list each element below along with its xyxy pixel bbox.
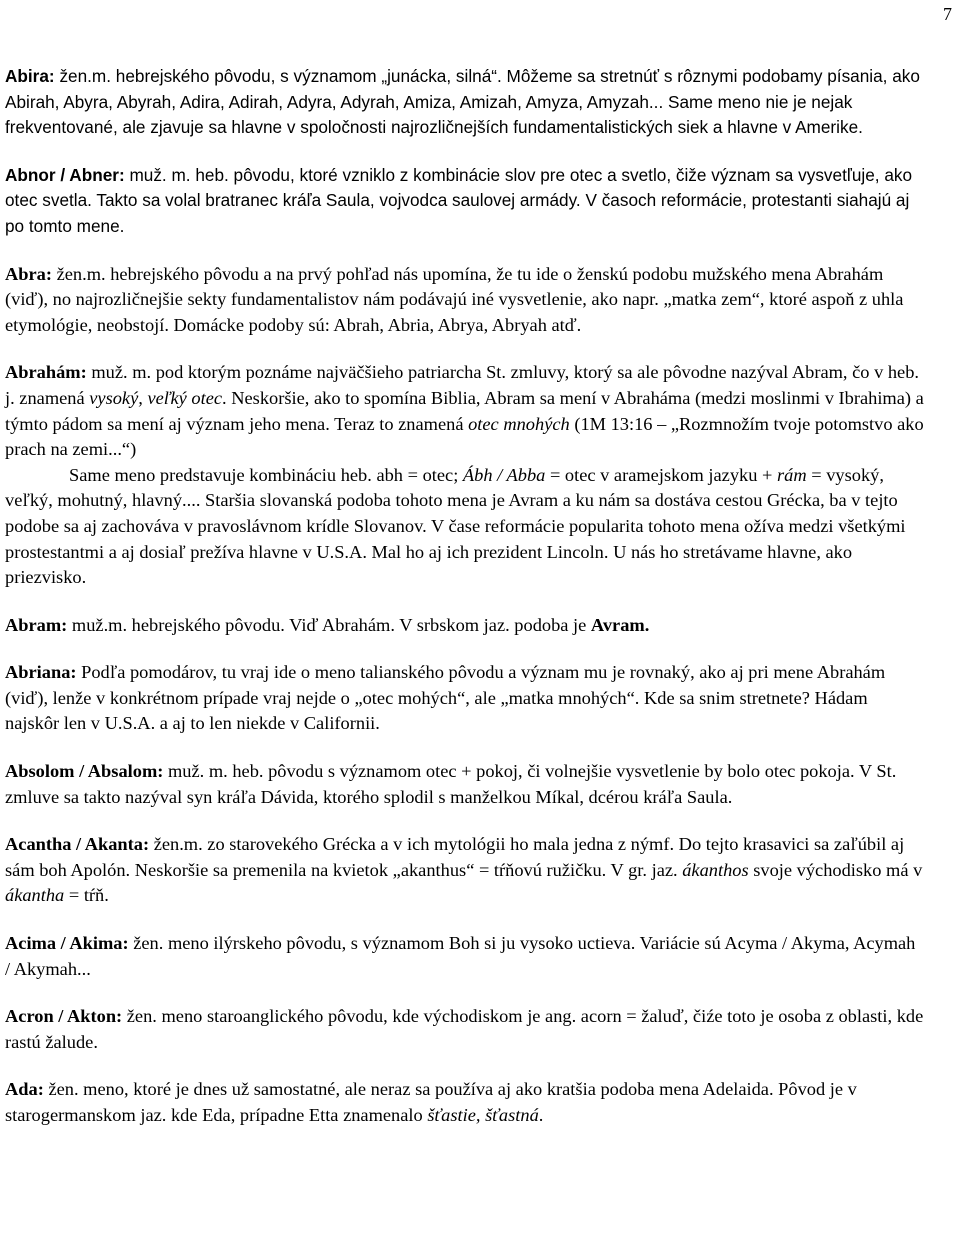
definition: muž. m. heb. pôvodu s významom otec + pokoj, či volnejšie vysvetlenie by bolo otec pokoja. V St. zmluve sa takto nazýval syn kráľa Dávida, ktorého splodil s manželkou Míkal, dcérou kráľa Saula. [5,761,897,807]
definition: Same meno predstavuje kombináciu heb. abh = otec; [69,464,463,485]
entry-abraham [5,360,925,590]
definition: žen.m. hebrejského pôvodu a na prvý pohľad nás upomína, že tu ide o ženskú podobu mužského mena Abrahám (viď), no najrozličnejšie sekty fundamentalistov nám podávajú iné vysvetlenie, ako napr. „matka zem“, ktoré aspoň z uhla etymológie, neobstojí. Domácke podoby sú: Abrah, Abria, Abrya, Abryah atď. [5,263,904,335]
headword: Acima / Akima: [5,933,129,954]
definition: žen.m. zo starovekého Grécka a v ich mytológii ho mala jedna z nýmf. Do tejto krasavici sa zaľúbil aj sám boh Apolón. Neskoršie sa premenila na kvietok „akanthus“ = tŕňovú ružičku. V gr. jaz. [5,834,905,880]
definition: žen. meno staroanglického pôvodu, kde východiskom je ang. acorn = žaluď, čiźe toto je osoba z oblasti, kde rastú žalude. [5,1006,924,1052]
headword: Acantha / Akanta: [5,834,150,855]
definition: muž.m. hebrejského pôvodu. Viď Abrahám. V srbskom jaz. podoba je [67,614,591,635]
definition: . Neskoršie, ako to spomína Biblia, Abram sa mení v Abraháma (medzi moslinmi v Ibrahima) a týmto pádom sa mení aj význam jeho mena. Teraz to znamená [5,387,924,434]
definition-italic: ákantha [5,885,65,906]
headword: Abrahám: [5,362,87,383]
page-number: 7 [943,4,952,24]
definition: žen. meno ilýrskeho pôvodu, s významom Boh si ju vysoko uctieva. Variácie sú Acyma / Akyma, Acymah / Akymah... [5,933,916,979]
definition: (1M 13:16 – „Rozmnožím tvoje potomstvo ako prach na zemi...“) [5,413,924,460]
definition-italic: Ábh / Abba [462,464,546,485]
entry-abnor [5,163,925,240]
definition: . [538,1105,544,1125]
headword: Acron / Akton: [5,1006,123,1027]
entry-abra [5,262,925,339]
headword: Abira: [5,66,55,86]
definition: Podľa pomodárov, tu vraj ide o meno talianského pôvodu a význam mu je rovnaký, ako aj pri mene Abrahám (viď), lenže v konkrétnom prípade vraj nejde o „otec mohých“, ale „matka mnohých“. Kde sa snim stretnete? Hádam najskôr len v U.S.A. a aj to len niekde v Californii. [5,662,886,734]
entry-acron [5,1004,925,1055]
definition-italic: vysoký, veľký otec [89,387,223,408]
definition: = vysoký, veľký, mohutný, hlavný.... Staršia slovanská podoba tohoto mena je Avram a ku nám sa dostáva cestou Grécka, ba v tejto podobe sa aj zachováva v pravoslávnom krídle Slovanov. V čase reformácie popularita tohoto mena ožíva medzi všetkými prostestantmi a aj dosiaľ prežíva hlavne v U.S.A. Mal ho aj ich prezident Lincoln. U nás ho stretávame hlavne, ako priezvisko. [5,464,906,588]
definition: svoje východisko má v [748,859,923,880]
entry-ada [5,1077,925,1128]
entry-acantha [5,832,925,909]
entry-absolom [5,759,925,810]
definition: muž. m. pod ktorým poznáme najväčšieho patriarcha St. zmluvy, ktorý sa ale pôvodne nazýval Abram, čo v heb. j. znamená [5,362,920,408]
dictionary-content [5,64,925,1151]
definition-italic: ákanthos [682,859,749,880]
definition: žen.m. hebrejského pôvodu, s významom „junácka, silná“. Môžeme sa stretnúť s rôznymi podobamy písania, ako Abirah, Abyra, Abyrah, Adira, Adirah, Adyra, Adyrah, Amiza, Amizah, Amyza, Amyzah... Same meno nie je nejak frekventované, ale zjavuje sa hlavne v spoločnosti najrozličnejších fundamentalistických siek a hlavne v Amerike. [5,66,920,138]
definition-bold: Avram. [590,614,650,635]
entry-abram [5,613,925,639]
headword: Absolom / Absalom: [5,761,164,782]
definition: = otec v aramejskom jazyku + [545,464,777,485]
entry-abira [5,64,925,141]
entry-acima [5,931,925,982]
headword: Abnor / Abner: [5,164,125,185]
definition: muž. m. heb. pôvodu, ktoré vzniklo z kombinácie slov pre otec a svetlo, čiže význam sa vysvetľuje, ako otec svetla. Takto sa volal bratranec kráľa Saula, vojvodca saulovej armády. V časoch reformácie, protestanti siahajú aj po tomto mene. [5,164,913,236]
headword: Abriana: [5,662,77,683]
definition: = tŕň. [64,885,109,906]
headword: Abra: [5,263,52,284]
definition-italic: šťastie, šťastná [427,1105,539,1125]
definition-italic: rám [777,464,807,485]
headword: Ada: [5,1079,44,1100]
definition-italic: otec mnohých [468,413,570,434]
definition: žen. meno, ktoré je dnes už samostatné, ale neraz sa používa aj ako kratšia podoba mena Adelaida. Pôvod je v starogermanskom jaz. kde Eda, prípadne Etta znamenalo [5,1079,857,1125]
entry-abriana [5,660,925,737]
headword: Abram: [5,614,68,635]
